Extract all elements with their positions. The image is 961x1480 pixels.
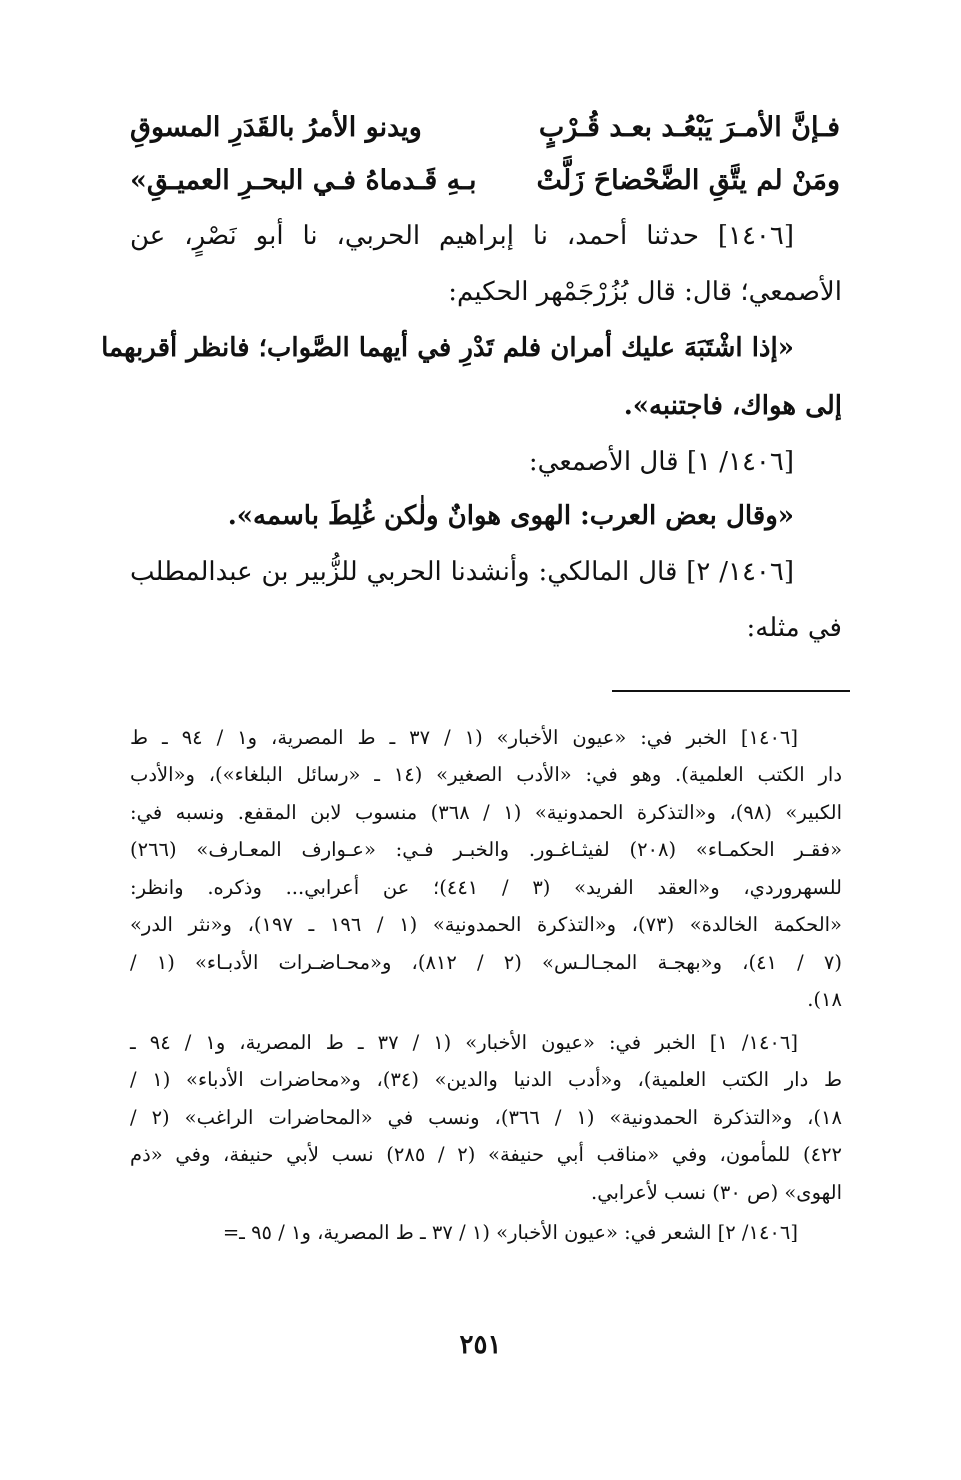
body-line: في مثله: bbox=[746, 613, 842, 643]
footnote-line: ١٨). bbox=[807, 988, 842, 1011]
footnote-line: [١٤٠٦/ ٢] الشعر في: «عيون الأخبار» (١ / ٣٧ ـ ط المصرية، و١ / ٩٥ ـ= bbox=[222, 1221, 798, 1244]
footnote-line: «الحكمة الخالدة» (٧٣)، و«التذكرة الحمدونية» (١ / ١٩٦ ـ ١٩٧)، و«نثر الدر» bbox=[130, 913, 842, 936]
footnote-line: الكبير» (٩٨)، و«التذكرة الحمدونية» (١ / ٣٦٨) منسوب لابن المقفع. ونسبه في: bbox=[130, 801, 842, 824]
footnote-line: ١٨)، و«التذكرة الحمدونية» (١ / ٣٦٦)، ونسب في «المحاضرات الراغب» (٢ / bbox=[130, 1106, 842, 1129]
footnote-line: الهوى» (ص ٣٠) نسب لأعرابي. bbox=[591, 1181, 842, 1204]
body-line: [١٤٠٦/ ٢] قال المالكي: وأنشدنا الحربي للزُّبير بن عبدالمطلب bbox=[130, 557, 794, 587]
verse-line bbox=[130, 103, 840, 151]
body-line: «وقال بعض العرب: الهوى هوانٌ ولٰكن غُلِطَ باسمه». bbox=[227, 501, 794, 531]
footnote-line: للسهروردي، و«العقد الفريد» (٣ / ٤٤١)؛ عن أعرابي... وذكره. وانظر: bbox=[130, 876, 842, 899]
footnote-line: ط دار الكتب العلمية)، و«أدب الدنيا والدين» (٣٤)، و«محاضرات الأدباء» (١ / bbox=[130, 1068, 842, 1091]
verse-line bbox=[130, 156, 840, 204]
verse-hemistich-left: ويدنو الأمرُ بالقَدَرِ المسوقِ bbox=[130, 111, 422, 143]
footnote-line: [١٤٠٦/ ١] الخبر في: «عيون الأخبار» (١ / ٣٧ ـ ط المصرية، و١ / ٩٤ ـ bbox=[130, 1031, 798, 1054]
body-line: «إذا اشْتَبَهَ عليك أمران فلم تَدْرِ في أيهما الصَّواب؛ فانظر أقربهما bbox=[101, 333, 794, 363]
verse-hemistich-right: ومَنْ لم يتَّقِ الضَّحْضاحَ زَلَّتْ bbox=[536, 164, 840, 196]
footnote-line: [١٤٠٦] الخبر في: «عيون الأخبار» (١ / ٣٧ ـ ط المصرية، و١ / ٩٤ ـ ط bbox=[130, 726, 799, 749]
body-line: [١٤٠٦] حدثنا أحمد، نا إبراهيم الحربي، نا أبو نَصْرٍ، عن bbox=[130, 221, 794, 251]
body-line: [١٤٠٦/ ١] قال الأصمعي: bbox=[528, 447, 794, 477]
footnote-line: «فقـر الحكمـاء» (٢٠٨) لفيثـاغـور. والخبـر فـي: «عـوارف المعـارف» (٢٦٦) bbox=[130, 838, 843, 861]
page-number: ٢٥١ bbox=[459, 1330, 502, 1360]
footnote-line: ٤٢٢) للمأمون، وفي «مناقب أبي حنيفة» (٢ / ٢٨٥) نسب لأبي حنيفة، وفي «ذم bbox=[130, 1143, 843, 1166]
footnote-line: (٧ / ٤١)، و«بهجـة المجـالـس» (٢ / ٨١٢)، و«محـاضـرات الأدبـاء» (١ / bbox=[130, 951, 843, 974]
footnote-line: دار الكتب العلمية). وهو في: «الأدب الصغير» (١٤ ـ «رسائل البلغاء»)، و«الأدب bbox=[130, 763, 842, 786]
body-line: الأصمعي؛ قال: قال بُزُرْجَمْهر الحكيم: bbox=[448, 277, 842, 307]
footnote-separator bbox=[612, 690, 850, 692]
body-line: إلى هواك، فاجتنبه». bbox=[623, 391, 842, 421]
verse-hemistich-right: فـإنَّ الأمـرَ يَبْعُـد بعـد قُـرْبٍ bbox=[538, 111, 840, 143]
verse-hemistich-left: بـهِ قَـدماهُ فـي البحـرِ العميـقِ» bbox=[130, 164, 477, 196]
